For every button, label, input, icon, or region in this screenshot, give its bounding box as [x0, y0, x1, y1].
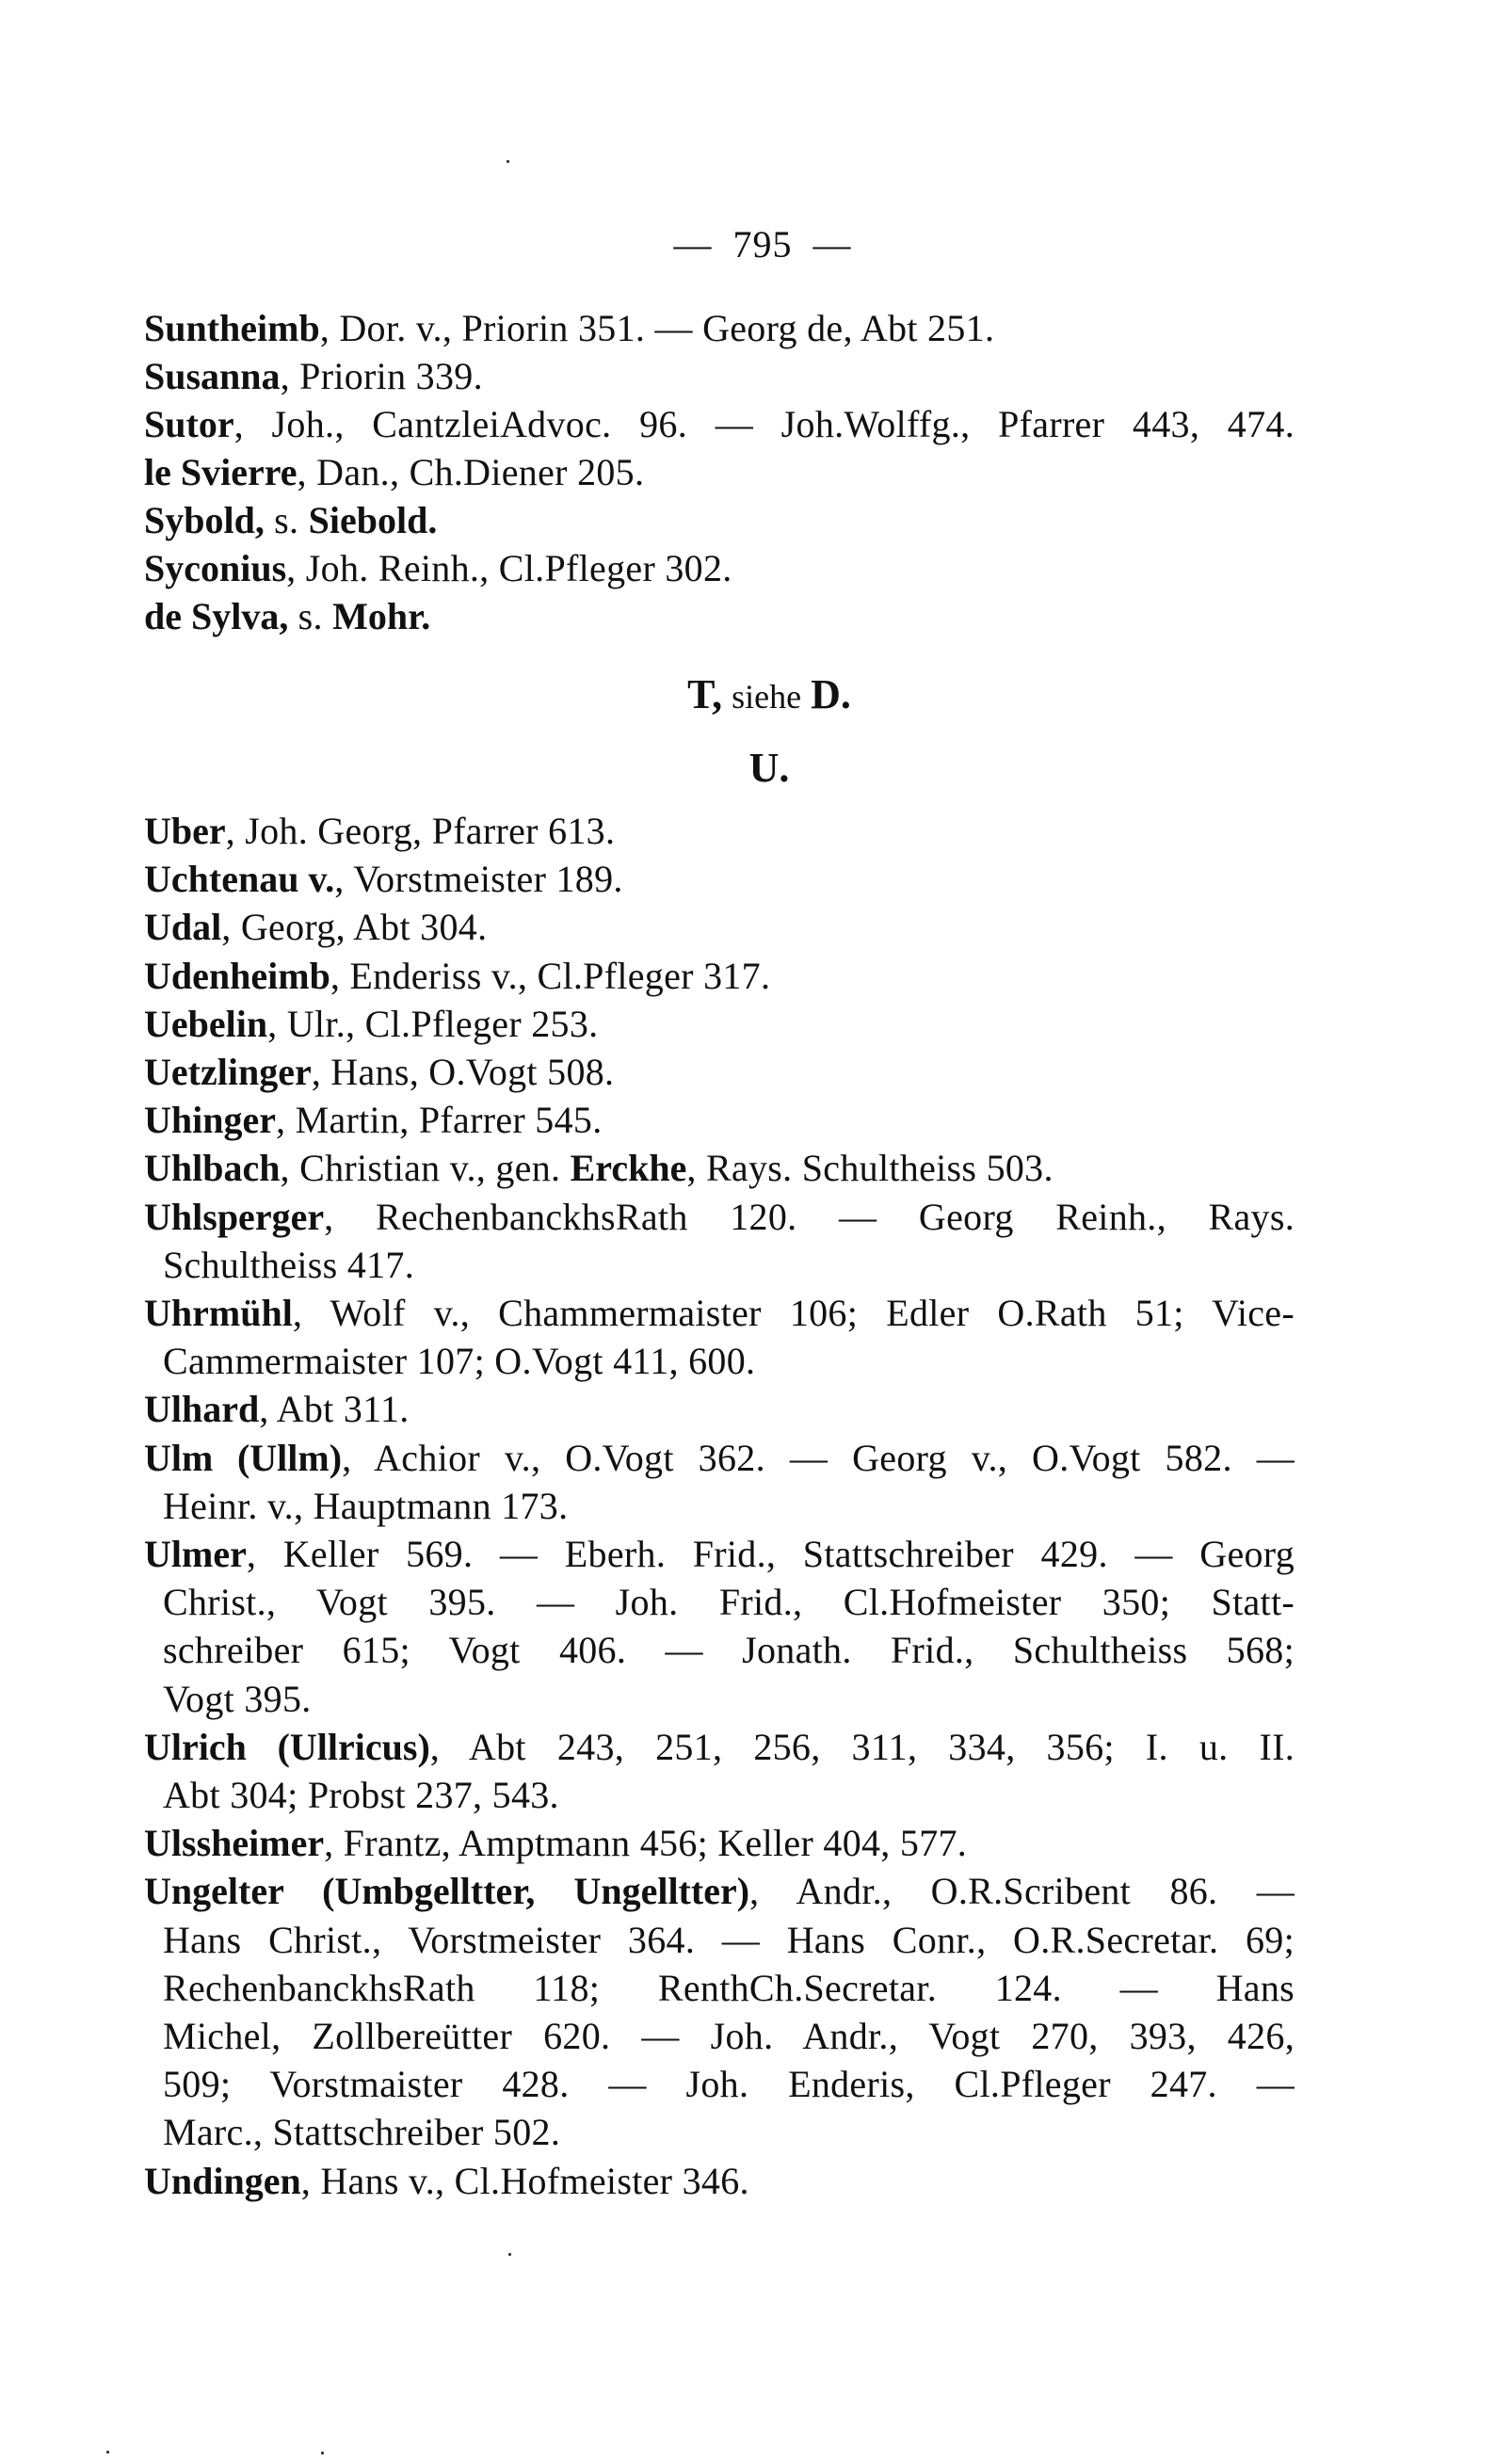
entry-headword: Udal: [144, 906, 222, 949]
index-entry: [144, 1385, 1295, 1433]
entry-headword: Syconius: [144, 547, 287, 589]
index-entry-continuation: [163, 1771, 1295, 1819]
index-entry-continuation: [163, 2012, 1295, 2060]
index-entry-continuation: [163, 1964, 1295, 2012]
index-entry-continuation: [163, 1916, 1295, 1964]
entry-text: , RechenbanckhsRath 120. — Georg Reinh., Rays.: [324, 1195, 1295, 1238]
entry-headword: Uetzlinger: [144, 1051, 312, 1093]
index-entry: [144, 1530, 1295, 1578]
entry-text: , Ulr., Cl.Pfleger 253.: [267, 1002, 599, 1045]
section-letter-t: T,: [687, 671, 723, 717]
entry-text: Vogt 395.: [163, 1677, 312, 1720]
entry-headword: Ulssheimer: [144, 1822, 325, 1865]
index-entry: [144, 496, 1295, 544]
page-number-dash-left: —: [673, 223, 713, 266]
entry-text: , Abt 243, 251, 256, 311, 334, 356; I. u. II.: [429, 1725, 1295, 1768]
entry-text: , Keller 569. — Eberh. Frid., Stattschreiber 429. — Georg: [246, 1533, 1295, 1575]
entry-text: , Joh., CantzleiAdvoc. 96. — Joh.Wolffg., Pfarrer 443, 474.: [233, 403, 1295, 445]
entry-headword: Uchtenau v.: [144, 858, 335, 901]
entry-text: Schultheiss 417.: [163, 1243, 415, 1286]
entry-text: Abt 304; Probst 237, 543.: [163, 1774, 559, 1816]
index-entry-continuation: [163, 1482, 1295, 1530]
index-entry-continuation: [163, 1241, 1295, 1289]
entry-text: , Christian v., gen.: [280, 1147, 571, 1190]
section-see-text: siehe: [732, 678, 802, 716]
entry-text: , Enderiss v., Cl.Pfleger 317.: [330, 954, 771, 997]
entry-headword: Uhrmühl: [144, 1292, 293, 1334]
entry-text: , Dan., Ch.Diener 205.: [297, 451, 645, 493]
index-entry: [144, 2157, 1295, 2205]
entry-text: 509; Vorstmaister 428. — Joh. Enderis, Cl.Pfleger 247. —: [163, 2063, 1295, 2106]
section-heading-t: [0, 671, 1512, 717]
index-entry-continuation: [163, 2108, 1295, 2156]
entry-headword: Uhinger: [144, 1099, 276, 1142]
entry-headword: Uebelin: [144, 1002, 268, 1045]
entry-headword: de Sylva,: [144, 595, 289, 637]
entry-headword: Uhlbach: [144, 1147, 281, 1190]
index-entry: [144, 807, 1295, 855]
scan-speck: [507, 160, 509, 163]
entry-text: Cammermaister 107; O.Vogt 411, 600.: [163, 1340, 756, 1383]
entry-text: , Martin, Pfarrer 545.: [276, 1099, 603, 1142]
entry-headword: Ulhard: [144, 1388, 260, 1431]
entry-headword: Ulmer: [144, 1533, 247, 1575]
scan-speck: [508, 2253, 511, 2256]
index-entry: [144, 352, 1295, 400]
entry-headword: Ulrich (Ullricus): [144, 1725, 430, 1768]
index-entry: [144, 855, 1295, 903]
entry-text: , Wolf v., Chammermaister 106; Edler O.Rath 51; Vice-: [292, 1292, 1295, 1334]
section-heading-u: [0, 745, 1512, 791]
index-entry-continuation: [163, 1675, 1295, 1723]
entry-text: Michel, Zollbereütter 620. — Joh. Andr., Vogt 270, 393, 426,: [163, 2015, 1295, 2057]
index-entry: [144, 903, 1295, 951]
index-entry: [144, 304, 1295, 352]
entry-text: , Hans, O.Vogt 508.: [311, 1051, 615, 1093]
index-entry: [144, 1723, 1295, 1771]
scan-speck: [106, 2451, 109, 2454]
entry-headword: Ulm (Ullm): [144, 1436, 343, 1479]
entry-crossref: Mohr.: [332, 595, 431, 637]
index-entry-continuation: [163, 1337, 1295, 1385]
index-entry: [144, 1193, 1295, 1241]
entry-text: Christ., Vogt 395. — Joh. Frid., Cl.Hofmeister 350; Statt-: [163, 1581, 1295, 1624]
entry-text: Hans Christ., Vorstmeister 364. — Hans Conr., O.R.Secretar. 69;: [163, 1918, 1295, 1961]
index-entry-continuation: [163, 1626, 1295, 1674]
entry-text: s.: [264, 499, 309, 541]
entry-headword: le Svierre: [144, 451, 298, 493]
index-entry: [144, 1144, 1295, 1192]
entry-headword: Uber: [144, 810, 226, 852]
index-entry-continuation: [163, 2060, 1295, 2108]
index-entry: [144, 1096, 1295, 1144]
index-entry: [144, 592, 1295, 640]
entry-text: s.: [288, 595, 333, 637]
entry-headword: Uhlsperger: [144, 1195, 325, 1238]
index-entry: [144, 1000, 1295, 1048]
index-entry: [144, 1434, 1295, 1482]
index-entry: [144, 400, 1295, 448]
entry-text: Marc., Stattschreiber 502.: [163, 2111, 561, 2154]
section-letter-u: U.: [748, 745, 790, 791]
entry-headword: Suntheimb: [144, 307, 320, 349]
section-see-target: D.: [811, 671, 851, 717]
index-entry: [144, 1819, 1295, 1867]
entry-text: , Frantz, Amptmann 456; Keller 404, 577.: [324, 1822, 968, 1865]
index-entry: [144, 952, 1295, 1000]
entry-headword: Sutor: [144, 403, 234, 445]
scan-speck: [321, 2452, 324, 2454]
entry-crossref: Erckhe: [570, 1147, 687, 1190]
page-number-dash-right: —: [812, 223, 852, 266]
entry-crossref: Siebold.: [308, 499, 438, 541]
entry-text: , Dor. v., Priorin 351. — Georg de, Abt 251.: [319, 307, 995, 349]
entry-text: , Abt 311.: [259, 1388, 410, 1431]
entry-text: , Joh. Georg, Pfarrer 613.: [225, 810, 616, 852]
entry-text: Heinr. v., Hauptmann 173.: [163, 1484, 569, 1527]
entry-text: , Vorstmeister 189.: [334, 858, 623, 901]
index-entry: [144, 1048, 1295, 1096]
entry-headword: Sybold,: [144, 499, 265, 541]
entry-text: , Joh. Reinh., Cl.Pfleger 302.: [286, 547, 732, 589]
entry-text: , Achior v., O.Vogt 362. — Georg v., O.Vogt 582. —: [342, 1436, 1295, 1479]
index-entry: [144, 448, 1295, 496]
entry-headword: Ungelter (Umbgelltter, Ungelltter): [144, 1870, 750, 1913]
entry-text: , Andr., O.R.Scribent 86. —: [749, 1870, 1295, 1913]
index-entry: [144, 1289, 1295, 1337]
page-number: [0, 224, 1512, 266]
entry-text: , Rays. Schultheiss 503.: [686, 1147, 1054, 1190]
index-entry-continuation: [163, 1578, 1295, 1626]
entry-text: , Priorin 339.: [280, 355, 483, 397]
index-entry: [144, 544, 1295, 592]
entry-text: schreiber 615; Vogt 406. — Jonath. Frid., Schultheiss 568;: [163, 1629, 1295, 1672]
entry-text: , Hans v., Cl.Hofmeister 346.: [300, 2159, 749, 2202]
entry-text: RechenbanckhsRath 118; RenthCh.Secretar. 124. — Hans: [163, 1966, 1295, 2009]
page-number-value: 795: [732, 223, 793, 266]
index-entry: [144, 1867, 1295, 1915]
entry-text: , Georg, Abt 304.: [221, 906, 488, 949]
entry-headword: Susanna: [144, 355, 281, 397]
entry-headword: Undingen: [144, 2159, 301, 2202]
entry-headword: Udenheimb: [144, 954, 330, 997]
